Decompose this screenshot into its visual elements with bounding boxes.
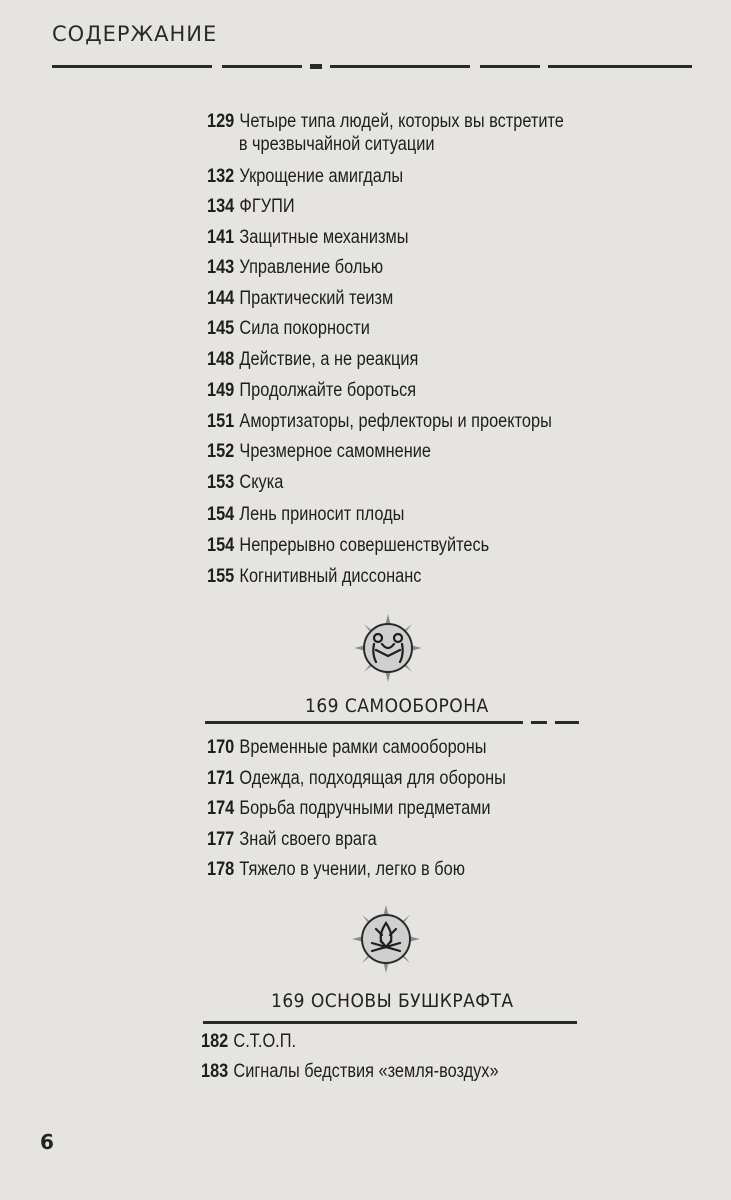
toc-entry (207, 565, 421, 588)
toc-entry-title: Амортизаторы, рефлекторы и проекторы (239, 411, 552, 432)
toc-entry-title-continuation: в чрезвычайной ситуации (238, 134, 435, 155)
toc-entry-title: Продолжайте бороться (239, 380, 417, 401)
toc-entry-page: 183 (201, 1061, 229, 1082)
toc-entry-page: 129 (207, 111, 235, 132)
toc-entry (207, 797, 491, 820)
toc-entry-page: 153 (207, 472, 235, 493)
toc-entry-title: Одежда, подходящая для обороны (239, 768, 506, 789)
section-rule (203, 1020, 577, 1025)
toc-entry-page: 154 (207, 504, 235, 525)
toc-entry (207, 195, 295, 218)
header-rule (52, 64, 692, 70)
toc-entry (201, 1060, 499, 1083)
toc-entry-title: Лень приносит плоды (239, 504, 405, 525)
toc-entry-page: 178 (207, 859, 235, 880)
toc-entry-title: Защитные механизмы (239, 227, 409, 248)
toc-entry (207, 317, 370, 340)
toc-entry-title: С.Т.О.П. (233, 1031, 297, 1052)
campfire-icon (352, 905, 420, 973)
toc-entry (207, 165, 403, 188)
toc-entry (207, 534, 489, 557)
section-rule (205, 720, 579, 725)
wrestlers-icon (354, 614, 422, 682)
toc-entry (207, 828, 377, 851)
toc-entry (207, 287, 393, 310)
toc-entry (207, 736, 487, 759)
toc-entry-title: Чрезмерное самомнение (239, 441, 431, 462)
toc-entry (207, 348, 418, 371)
toc-entry-page: 154 (207, 535, 235, 556)
toc-entry-page: 144 (207, 288, 235, 309)
toc-entry-title: Укрощение амигдалы (239, 166, 404, 187)
toc-entry (207, 256, 383, 279)
toc-entry-title: Скука (239, 472, 284, 493)
toc-entry-page: 171 (207, 768, 235, 789)
toc-entry-page: 141 (207, 227, 235, 248)
toc-entry-page: 152 (207, 441, 235, 462)
toc-entry (207, 226, 408, 249)
page-header: СОДЕРЖАНИЕ (52, 22, 218, 46)
toc-entry (207, 858, 465, 881)
toc-entry-page: 149 (207, 380, 235, 401)
toc-entry-title: Сила покорности (239, 318, 370, 339)
toc-entry-title: Действие, а не реакция (239, 349, 419, 370)
toc-entry-page: 143 (207, 257, 235, 278)
page-number: 6 (40, 1130, 54, 1154)
toc-entry-page: 174 (207, 798, 235, 819)
toc-entry (207, 110, 564, 156)
toc-entry-page: 132 (207, 166, 235, 187)
section-title: 169 ОСНОВЫ БУШКРАФТА (271, 990, 514, 1012)
toc-entry (207, 410, 552, 433)
toc-entry-title: Управление болью (239, 257, 384, 278)
toc-entry (201, 1030, 296, 1053)
toc-entry-title: Тяжело в учении, легко в бою (239, 859, 465, 880)
toc-entry-page: 145 (207, 318, 235, 339)
toc-entry (207, 767, 506, 790)
toc-entry-page: 134 (207, 196, 235, 217)
toc-entry-title: Знай своего врага (239, 829, 377, 850)
toc-entry-page: 182 (201, 1031, 229, 1052)
section-title: 169 САМООБОРОНА (305, 695, 489, 717)
toc-entry (207, 379, 416, 402)
toc-entry (207, 503, 404, 526)
toc-entry (207, 471, 283, 494)
toc-entry-page: 170 (207, 737, 235, 758)
toc-entry-page: 177 (207, 829, 235, 850)
toc-entry (207, 440, 431, 463)
toc-entry-page: 148 (207, 349, 235, 370)
toc-entry-title: Практический теизм (239, 288, 394, 309)
toc-entry-page: 155 (207, 566, 235, 587)
toc-entry-title: ФГУПИ (239, 196, 295, 217)
toc-entry-title: Когнитивный диссонанс (239, 566, 422, 587)
toc-entry-title: Непрерывно совершенствуйтесь (239, 535, 490, 556)
toc-entry-title: Борьба подручными предметами (239, 798, 491, 819)
toc-entry-page: 151 (207, 411, 235, 432)
toc-entry-title: Сигналы бедствия «земля-воздух» (233, 1061, 499, 1082)
toc-entry-title: Четыре типа людей, которых вы встретите (239, 111, 564, 132)
toc-entry-title: Временные рамки самообороны (239, 737, 487, 758)
